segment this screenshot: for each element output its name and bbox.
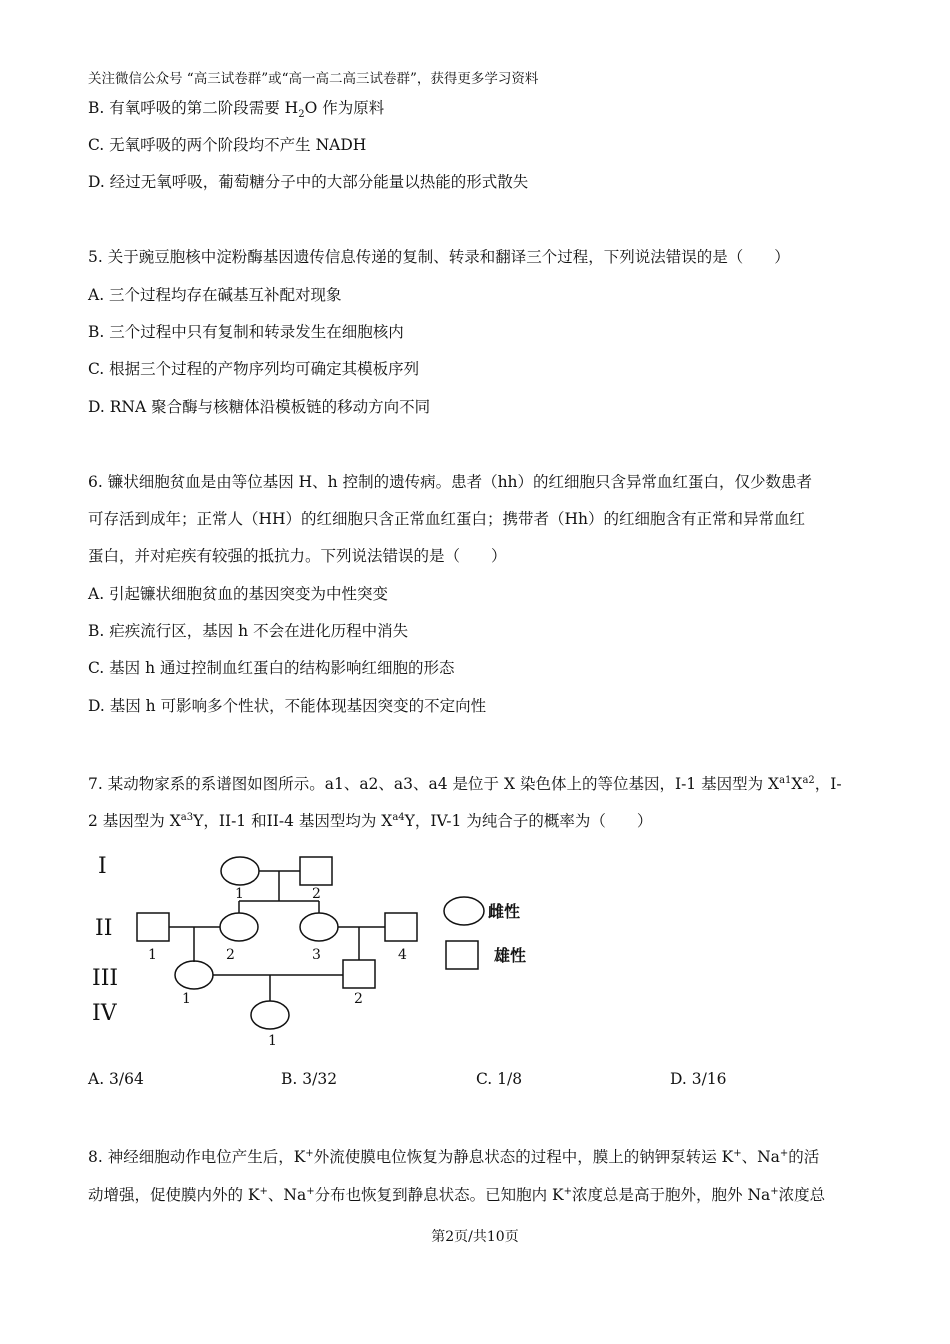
IV-1-female <box>251 1001 289 1029</box>
II-4-male <box>385 913 417 941</box>
q6-option-b: B. 疟疾流行区，基因 h 不会在进化历程中消失 <box>88 622 409 640</box>
q5-stem: 5. 关于豌豆胞核中淀粉酶基因遗传信息传递的复制、转录和翻译三个过程，下列说法错误的是（ ） <box>88 248 790 266</box>
II-1-male <box>137 913 169 941</box>
legend-female-symbol <box>444 897 484 925</box>
q7-option-a: A. 3/64 <box>88 1070 144 1088</box>
label-III-2: 2 <box>354 991 363 1007</box>
generation-label-IV: IV <box>92 1001 117 1026</box>
legend-female-label: 雌性 <box>488 902 521 921</box>
q6-stem-line1: 6. 镰状细胞贫血是由等位基因 H、h 控制的遗传病。患者（hh）的红细胞只含异常血红蛋白，仅少数患者 <box>88 473 813 491</box>
label-II-1: 1 <box>148 947 157 963</box>
q5-option-c: C. 根据三个过程的产物序列均可确定其模板序列 <box>88 360 420 378</box>
label-III-1: 1 <box>182 991 191 1007</box>
q7-stem-line1: 7. 某动物家系的系谱图如图所示。a1、a2、a3、a4 是位于 X 染色体上的等位基因，I-1 基因型为 $X^{a1}X^{a2}$，I- <box>88 775 842 794</box>
III-1-female <box>175 961 213 989</box>
q5-option-b: B. 三个过程中只有复制和转录发生在细胞核内 <box>88 323 404 341</box>
q6-option-a: A. 引起镰状细胞贫血的基因突变为中性突变 <box>88 585 389 603</box>
II-2-female <box>220 913 258 941</box>
label-II-4: 4 <box>398 947 407 963</box>
q6-option-c: C. 基因 h 通过控制血红蛋白的结构影响红细胞的形态 <box>88 659 455 677</box>
q6-option-d: D. 基因 h 可影响多个性状，不能体现基因突变的不定向性 <box>88 697 487 715</box>
legend-male-label: 雄性 <box>494 946 527 965</box>
q4-option-c: C. 无氧呼吸的两个阶段均不产生 NADH <box>88 136 367 154</box>
q6-stem-line2: 可存活到成年；正常人（HH）的红细胞只含正常血红蛋白；携带者（Hh）的红细胞含有正常和异常血红 <box>88 510 806 528</box>
q5-option-a: A. 三个过程均存在碱基互补配对现象 <box>88 286 342 304</box>
q8-stem-line1: 8. 神经细胞动作电位产生后，K+外流使膜电位恢复为静息状态的过程中，膜上的钠钾泵转运 K+、Na+的活 <box>88 1148 820 1167</box>
q7-stem-line2: 2 基因型为 $X^{a3}Y$，II-1 和II-4 基因型均为 $X^{a4}Y$，IV-1 为纯合子的概率为（ ） <box>88 812 653 831</box>
II-3-female <box>300 913 338 941</box>
page-header-note: 关注微信公众号 “高三试卷群”或“高一高二高三试卷群”，获得更多学习资料 <box>88 71 539 87</box>
generation-label-III: III <box>92 966 119 991</box>
q5-option-d: D. RNA 聚合酶与核糖体沿模板链的移动方向不同 <box>88 398 431 416</box>
q7-option-b: B. 3/32 <box>281 1070 338 1088</box>
q7-option-c: C. 1/8 <box>476 1070 523 1088</box>
q8-stem-line2: 动增强，促使膜内外的 K+、Na+分布也恢复到静息状态。已知胞内 K+浓度总是高于胞外，胞外 Na+浓度总 <box>88 1186 826 1205</box>
label-II-2: 2 <box>226 947 235 963</box>
generation-label-II: II <box>95 916 113 941</box>
I-1-female <box>221 857 259 885</box>
q7-option-d: D. 3/16 <box>670 1070 727 1088</box>
label-IV-1: 1 <box>268 1033 277 1049</box>
page-footer: 第2页/共10页 <box>431 1229 519 1245</box>
q4-option-b: B. 有氧呼吸的第二阶段需要 $H_2O$ 作为原料 <box>88 99 385 121</box>
label-I-2: 2 <box>312 886 321 902</box>
legend-male-symbol <box>446 941 478 969</box>
q6-stem-line3: 蛋白，并对疟疾有较强的抵抗力。下列说法错误的是（ ） <box>88 547 507 565</box>
label-II-3: 3 <box>312 947 321 963</box>
label-I-1: 1 <box>235 886 244 902</box>
III-2-male <box>343 960 375 988</box>
q4-option-d: D. 经过无氧呼吸，葡萄糖分子中的大部分能量以热能的形式散失 <box>88 173 529 191</box>
I-2-male <box>300 857 332 885</box>
generation-label-I: I <box>98 854 107 879</box>
